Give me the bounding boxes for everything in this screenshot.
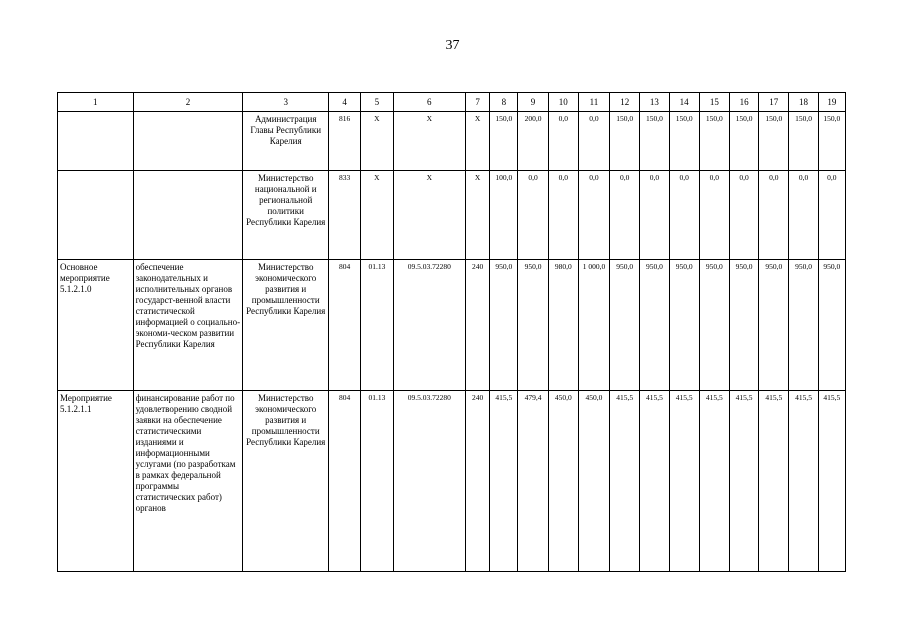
value-cell: 816 bbox=[329, 112, 361, 171]
value-cell: 479,4 bbox=[518, 391, 548, 572]
value-cell: 200,0 bbox=[518, 112, 548, 171]
value-cell: Х bbox=[361, 171, 393, 260]
executor-cell: Министерство национальной и региональной политики Республики Карелия bbox=[243, 171, 329, 260]
value-cell: 240 bbox=[466, 260, 490, 391]
value-cell: 415,5 bbox=[610, 391, 640, 572]
column-header: 9 bbox=[518, 93, 548, 112]
value-cell: 150,0 bbox=[610, 112, 640, 171]
value-cell: 950,0 bbox=[669, 260, 699, 391]
table-body bbox=[58, 93, 846, 572]
value-cell: 415,5 bbox=[669, 391, 699, 572]
column-number-row bbox=[58, 93, 846, 112]
column-header: 12 bbox=[610, 93, 640, 112]
column-header: 7 bbox=[466, 93, 490, 112]
value-cell: 09.5.03.72280 bbox=[393, 391, 466, 572]
event-cell: Мероприятие 5.1.2.1.1 bbox=[58, 391, 134, 572]
page-number: 37 bbox=[445, 38, 460, 53]
value-cell: 804 bbox=[329, 260, 361, 391]
column-header: 11 bbox=[578, 93, 609, 112]
event-cell bbox=[58, 171, 134, 260]
executor-cell: Администрация Главы Республики Карелия bbox=[243, 112, 329, 171]
column-header: 6 bbox=[393, 93, 466, 112]
value-cell: 0,0 bbox=[759, 171, 789, 260]
column-header: 19 bbox=[818, 93, 845, 112]
value-cell: 980,0 bbox=[548, 260, 578, 391]
value-cell: 150,0 bbox=[759, 112, 789, 171]
value-cell: Х bbox=[466, 112, 490, 171]
value-cell: 0,0 bbox=[518, 171, 548, 260]
table-row bbox=[58, 391, 846, 572]
value-cell: 150,0 bbox=[789, 112, 818, 171]
value-cell: Х bbox=[361, 112, 393, 171]
description-cell bbox=[133, 171, 243, 260]
column-header: 13 bbox=[640, 93, 669, 112]
column-header: 17 bbox=[759, 93, 789, 112]
value-cell: 0,0 bbox=[699, 171, 729, 260]
column-header: 4 bbox=[329, 93, 361, 112]
value-cell: 150,0 bbox=[640, 112, 669, 171]
value-cell: 950,0 bbox=[699, 260, 729, 391]
value-cell: 950,0 bbox=[518, 260, 548, 391]
value-cell: 0,0 bbox=[669, 171, 699, 260]
value-cell: 833 bbox=[329, 171, 361, 260]
value-cell: 0,0 bbox=[729, 171, 758, 260]
description-cell bbox=[133, 112, 243, 171]
value-cell: 0,0 bbox=[578, 171, 609, 260]
value-cell: 1 000,0 bbox=[578, 260, 609, 391]
value-cell: 0,0 bbox=[610, 171, 640, 260]
value-cell: 150,0 bbox=[699, 112, 729, 171]
value-cell: 950,0 bbox=[759, 260, 789, 391]
value-cell: Х bbox=[393, 171, 466, 260]
value-cell: 415,5 bbox=[729, 391, 758, 572]
column-header: 18 bbox=[789, 93, 818, 112]
value-cell: 804 bbox=[329, 391, 361, 572]
value-cell: Х bbox=[466, 171, 490, 260]
value-cell: 950,0 bbox=[610, 260, 640, 391]
column-header: 15 bbox=[699, 93, 729, 112]
table-row bbox=[58, 171, 846, 260]
event-cell: Основное мероприятие 5.1.2.1.0 bbox=[58, 260, 134, 391]
column-header: 14 bbox=[669, 93, 699, 112]
column-header: 10 bbox=[548, 93, 578, 112]
event-cell bbox=[58, 112, 134, 171]
column-header: 2 bbox=[133, 93, 243, 112]
value-cell: 950,0 bbox=[818, 260, 845, 391]
value-cell: 450,0 bbox=[548, 391, 578, 572]
column-header: 5 bbox=[361, 93, 393, 112]
description-cell: обеспечение законодательных и исполнительных органов государст-венной власти статистической информацией о социально-экономи-ческом развитии Республики Карелия bbox=[133, 260, 243, 391]
column-header: 1 bbox=[58, 93, 134, 112]
value-cell: 0,0 bbox=[548, 112, 578, 171]
executor-cell: Министерство экономического развития и промышленности Республики Карелия bbox=[243, 391, 329, 572]
table-row bbox=[58, 112, 846, 171]
value-cell: 240 bbox=[466, 391, 490, 572]
value-cell: 100,0 bbox=[490, 171, 518, 260]
value-cell: 09.5.03.72280 bbox=[393, 260, 466, 391]
value-cell: 950,0 bbox=[490, 260, 518, 391]
description-cell: финансирование работ по удовлетворению сводной заявки на обеспечение статистическими изданиями и информационными услугами (по разработкам в рамках федеральной программы статистических работ) органов bbox=[133, 391, 243, 572]
value-cell: 0,0 bbox=[789, 171, 818, 260]
column-header: 3 bbox=[243, 93, 329, 112]
table-row bbox=[58, 260, 846, 391]
value-cell: 01.13 bbox=[361, 260, 393, 391]
value-cell: 415,5 bbox=[490, 391, 518, 572]
value-cell: 415,5 bbox=[640, 391, 669, 572]
value-cell: 950,0 bbox=[640, 260, 669, 391]
value-cell: 0,0 bbox=[578, 112, 609, 171]
value-cell: 0,0 bbox=[548, 171, 578, 260]
budget-table bbox=[57, 92, 846, 572]
executor-cell: Министерство экономического развития и промышленности Республики Карелия bbox=[243, 260, 329, 391]
value-cell: 0,0 bbox=[640, 171, 669, 260]
value-cell: 415,5 bbox=[818, 391, 845, 572]
value-cell: 150,0 bbox=[818, 112, 845, 171]
value-cell: 150,0 bbox=[490, 112, 518, 171]
value-cell: 415,5 bbox=[699, 391, 729, 572]
value-cell: 950,0 bbox=[729, 260, 758, 391]
value-cell: 950,0 bbox=[789, 260, 818, 391]
value-cell: Х bbox=[393, 112, 466, 171]
value-cell: 01.13 bbox=[361, 391, 393, 572]
column-header: 16 bbox=[729, 93, 758, 112]
column-header: 8 bbox=[490, 93, 518, 112]
value-cell: 0,0 bbox=[818, 171, 845, 260]
value-cell: 150,0 bbox=[729, 112, 758, 171]
value-cell: 415,5 bbox=[789, 391, 818, 572]
value-cell: 150,0 bbox=[669, 112, 699, 171]
value-cell: 415,5 bbox=[759, 391, 789, 572]
value-cell: 450,0 bbox=[578, 391, 609, 572]
